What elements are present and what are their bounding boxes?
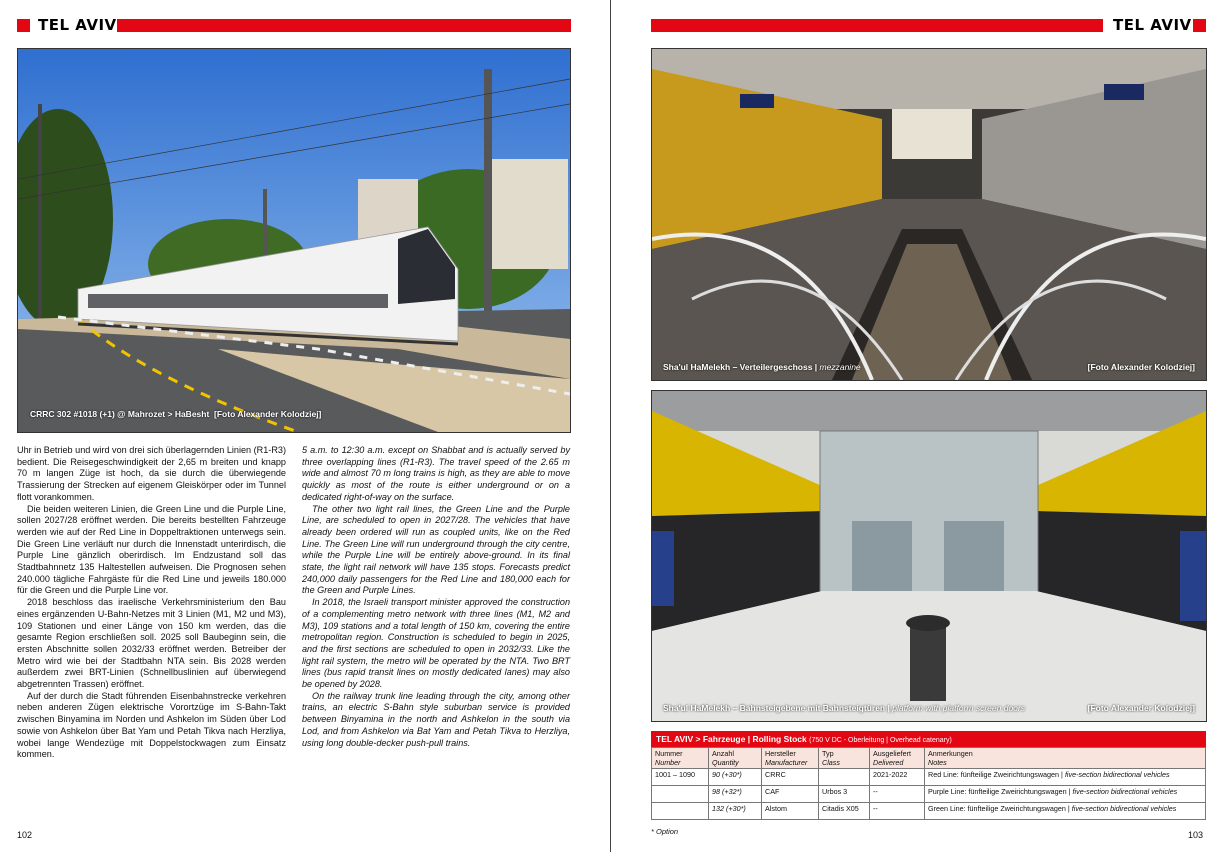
right-header-bar	[651, 19, 1103, 32]
cell-manufacturer: CAF	[762, 786, 819, 803]
left-header-bar	[117, 19, 571, 32]
platform-illustration	[652, 391, 1206, 721]
mezzanine-photo	[651, 48, 1207, 381]
tram-photo	[17, 48, 571, 433]
right-header-bar-small	[1193, 19, 1206, 32]
rolling-stock-table-block	[651, 731, 1206, 820]
de-paragraph: Auf der durch die Stadt führenden Eisenbahnstrecke verkehren neben anderen Zügen elektrische Vorortzüge im S-Bahn-Takt zwischen Binyamina im Norden und Ashkelon im Süden über Lod sowie von Ashkelon über Bat Yam und Petah Tikva nach Herzliya, wobei lange Wendezüge mit Doppelstockwagen zum Einsatz kommen.	[17, 690, 286, 760]
tram-photo-caption-text: CRRC 302 #1018 (+1) @ Mahrozet > HaBesht	[30, 409, 210, 419]
table-header-row	[652, 748, 1206, 769]
th-de: Typ	[822, 749, 834, 758]
cell-number: 1001 – 1090	[652, 769, 709, 786]
cell-manufacturer: Alstom	[762, 803, 819, 820]
left-header-title: TEL AVIV	[38, 16, 117, 34]
th-number	[652, 748, 709, 769]
cell-delivered: --	[870, 803, 925, 820]
de-paragraph: Uhr in Betrieb und wird von drei sich überlagernden Linien (R1-R3) bedient. Die Reisegeschwindigkeit der 2,65 m breiten und knapp 70 m langen Züge ist hoch, da sie durch die überwiegende Trassierung der Strecken auf eigenem Gleiskörper oder im Tunnel flott vorankommen.	[17, 445, 286, 502]
rolling-stock-table	[651, 747, 1206, 820]
th-en: Number	[655, 758, 681, 767]
de-paragraph: Die beiden weiteren Linien, die Green Line und die Purple Line, sollen 2027/28 eröffnet werden. Die bereits bestellten Fahrzeuge werden wie auf der Red Line in Doppeltraktionen unterwegs sein. Die Green Line verläuft nur durch die Innenstadt unterirdisch, die Purple Line gänzlich oberirdisch. Im Endzustand soll das Stadtbahnnetz 135 Haltestellen aufweisen. Die Prognosen sehen 240.000 tägliche Fahrgäste für die Red Line und jeweils 180.000 für die Green und die Purple Line vor.	[17, 503, 286, 596]
cell-notes: Green Line: fünfteilige Zweirichtungswagen | five-section bidirectional vehicles	[925, 803, 1206, 820]
left-header-bar-small	[17, 19, 30, 32]
cell-delivered: --	[870, 786, 925, 803]
th-en: Class	[822, 758, 840, 767]
mezzanine-credit: [Foto Alexander Kolodziej]	[1087, 362, 1195, 372]
cell-notes: Red Line: fünfteilige Zweirichtungswagen | five-section bidirectional vehicles	[925, 769, 1206, 786]
left-page-number: 102	[17, 830, 33, 840]
cell-quantity: 98 (+32*)	[709, 786, 762, 803]
note-de: Purple Line: fünfteilige Zweirichtungswagen	[928, 787, 1067, 796]
tram-photo-caption	[30, 409, 321, 419]
platform-caption: Sha'ul HaMelekh – Bahnsteigebene mit Bahnsteigtüren | platform with platform screen doors	[663, 703, 1025, 713]
platform-caption-en: platform with platform screen doors	[892, 703, 1025, 713]
cell-number	[652, 786, 709, 803]
rolling-stock-title-text: TEL AVIV > Fahrzeuge | Rolling Stock	[656, 734, 807, 744]
th-quantity	[709, 748, 762, 769]
th-en: Delivered	[873, 758, 904, 767]
cell-delivered: 2021-2022	[870, 769, 925, 786]
tram-photo-credit: [Foto Alexander Kolodziej]	[214, 409, 322, 419]
th-manufacturer	[762, 748, 819, 769]
platform-caption-de: Sha'ul HaMelekh – Bahnsteigebene mit Bahnsteigtüren	[663, 703, 886, 713]
de-paragraph: 2018 beschloss das iraelische Verkehrsministerium den Bau eines ergänzenden U-Bahn-Netzes mit 3 Linien (M1, M2 und M3), 109 Stationen und einer Länge von 150 km werden, das die gesamte Region erschließen soll. 2025 soll Baubeginn sein, die ersten Abschnitte sollen 2032/33 eröffnet werden. Betreiber der Metro wird wie bei der Stadtbahn NTA sein. Bis 2028 werden außerdem zwei BRT-Linien (Schnellbuslinien auf überwiegend abgetrennten Trassen) eröffnet.	[17, 597, 286, 690]
th-notes	[925, 748, 1206, 769]
note-de: Green Line: fünfteilige Zweirichtungswagen	[928, 804, 1066, 813]
cell-notes: Purple Line: fünfteilige Zweirichtungswagen | five-section bidirectional vehicles	[925, 786, 1206, 803]
en-paragraph: The other two light rail lines, the Green Line and the Purple Line, are scheduled to open in 2027/28. The vehicles that have already been ordered will run as coupled units, like on the Red Line. The Green Line will run underground through the city centre, while the Purple Line will be entirely above-ground. In its final state, the light rail network will have 135 stops. Forecasts predict 240,000 daily passengers for the Red Line and 180,000 each for the Green and Purple Lines.	[302, 503, 570, 596]
left-column-german	[17, 445, 286, 761]
table-row	[652, 769, 1206, 786]
th-de: Nummer	[655, 749, 683, 758]
mezzanine-caption-en: mezzanine	[819, 362, 861, 372]
mezzanine-caption-de: Sha'ul HaMelekh – Verteilergeschoss	[663, 362, 813, 372]
en-paragraph: In 2018, the Israeli transport minister approved the construction of a complementing metro network with three lines (M1, M2 and M3), 109 stations and a total length of 150 km, covering the entire metropolitan region. Construction is scheduled to begin in 2025, and the first sections are scheduled to open in 2032/33. Like the light rail system, the metro will be operated by the NTA. Two BRT lines (bus rapid transit lines on mostly dedicated lanes) may also be opened by 2028.	[302, 597, 570, 690]
table-row	[652, 803, 1206, 820]
cell-quantity: 132 (+30*)	[709, 803, 762, 820]
th-de: Hersteller	[765, 749, 796, 758]
th-en: Quantity	[712, 758, 739, 767]
th-de: Anmerkungen	[928, 749, 973, 758]
note-de: Red Line: fünfteilige Zweirichtungswagen	[928, 770, 1060, 779]
cell-type: Urbos 3	[819, 786, 870, 803]
left-column-english	[302, 445, 570, 749]
th-de: Ausgeliefert	[873, 749, 911, 758]
en-paragraph: 5 a.m. to 12:30 a.m. except on Shabbat and is actually served by three overlapping lines (R1-R3). The travel speed of the 2.65 m wide and almost 70 m long trains is high, as they are able to move quickly as most of the route is either underground or on a dedicated right-of-way on the surface.	[302, 445, 570, 502]
th-en: Notes	[928, 758, 947, 767]
rolling-stock-subtitle: (750 V DC - Oberleitung | Overhead catenary)	[809, 737, 952, 744]
cell-quantity: 90 (+30*)	[709, 769, 762, 786]
th-delivered	[870, 748, 925, 769]
rolling-stock-title	[651, 731, 1206, 747]
right-header-title: TEL AVIV	[1113, 16, 1192, 34]
note-en: five-section bidirectional vehicles	[1064, 770, 1170, 779]
platform-credit: [Foto Alexander Kolodziej]	[1087, 703, 1195, 713]
cell-number	[652, 803, 709, 820]
note-en: five-section bidirectional vehicles	[1072, 787, 1178, 796]
table-row	[652, 786, 1206, 803]
mezzanine-illustration	[652, 49, 1206, 380]
page-gutter	[610, 0, 611, 852]
platform-photo	[651, 390, 1207, 722]
right-page-number: 103	[1188, 830, 1204, 840]
table-footnote: * Option	[651, 827, 679, 836]
th-type	[819, 748, 870, 769]
mezzanine-caption: Sha'ul HaMelekh – Verteilergeschoss | mezzanine	[663, 362, 861, 372]
tram-photo-illustration	[18, 49, 570, 432]
note-en: five-section bidirectional vehicles	[1071, 804, 1177, 813]
cell-type: Citadis X05	[819, 803, 870, 820]
th-en: Manufacturer	[765, 758, 808, 767]
cell-manufacturer: CRRC	[762, 769, 819, 786]
en-paragraph: On the railway trunk line leading through the city, among other trains, an electric S-Bahn style suburban service is provided between Binyamina in the north and Ashkelon in the south via Lod, and from Ashkelon via Bat Yam and Petah Tikva to Herzliya, using long double-decker push-pull trains.	[302, 690, 570, 748]
th-de: Anzahl	[712, 749, 734, 758]
cell-type	[819, 769, 870, 786]
